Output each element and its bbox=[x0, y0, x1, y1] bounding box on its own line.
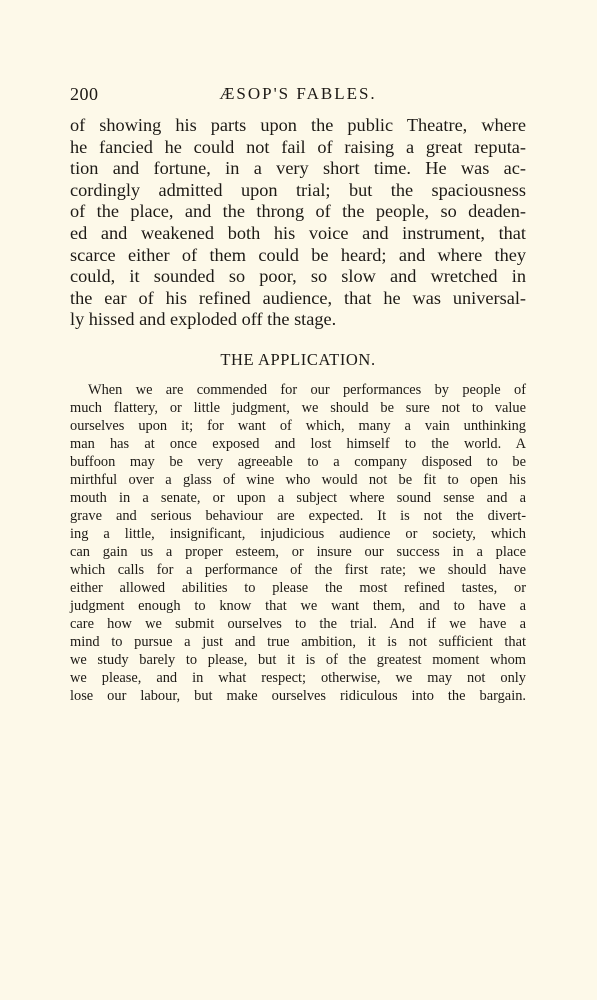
text-line: care how we submit ourselves to the trial. And if we have a bbox=[70, 616, 526, 632]
page-number: 200 bbox=[70, 84, 99, 104]
text-line: could, it sounded so poor, so slow and wretched in bbox=[70, 266, 526, 287]
text-line: of showing his parts upon the public Theatre, where bbox=[70, 115, 526, 135]
text-line: which calls for a performance of the first rate; we should have bbox=[70, 562, 526, 578]
text-line: ourselves upon it; for want of which, many a vain unthinking bbox=[70, 418, 526, 434]
text-line: the ear of his refined audience, that he was universal- bbox=[70, 287, 526, 308]
text-line: either allowed abilities to please the most refined tastes, or bbox=[70, 580, 526, 596]
text-line: much flattery, or little judgment, we should be sure not to value bbox=[70, 400, 526, 416]
fable-text bbox=[70, 115, 526, 331]
text-line: buffoon may be very agreeable to a company disposed to be bbox=[70, 454, 526, 470]
text-line: ing a little, insignificant, injudicious audience or society, which bbox=[70, 526, 526, 542]
section-heading: THE APPLICATION. bbox=[220, 350, 376, 369]
text-line: scarce either of them could be heard; and where they bbox=[70, 244, 526, 265]
text-line: lose our labour, but make ourselves ridiculous into the bargain. bbox=[70, 688, 526, 704]
text-line: ed and weakened both his voice and instrument, that bbox=[70, 222, 526, 243]
text-line: of the place, and the throng of the people, so deaden- bbox=[70, 201, 526, 222]
text-line: mind to pursue a just and true ambition, it is not sufficient that bbox=[70, 634, 526, 650]
running-head bbox=[70, 84, 526, 106]
running-title: ÆSOP'S FABLES. bbox=[219, 84, 377, 103]
text-line: tion and fortune, in a very short time. He was ac- bbox=[70, 158, 526, 179]
text-line: he fancied he could not fail of raising a great reputa- bbox=[70, 136, 526, 157]
text-line: we study barely to please, but it is of the greatest moment whom bbox=[70, 652, 526, 668]
text-line: man has at once exposed and lost himself to the world. A bbox=[70, 436, 526, 452]
text-line: mouth in a senate, or upon a subject where sound sense and a bbox=[70, 490, 526, 506]
text-line: When we are commended for our performances by people of bbox=[88, 382, 526, 398]
text-line: judgment enough to know that we want them, and to have a bbox=[70, 598, 526, 614]
text-line: can gain us a proper esteem, or insure our success in a place bbox=[70, 544, 526, 560]
text-line: mirthful over a glass of wine who would not be fit to open his bbox=[70, 472, 526, 488]
text-line: cordingly admitted upon trial; but the spaciousness bbox=[70, 179, 526, 200]
text-line: ly hissed and exploded off the stage. bbox=[70, 309, 337, 330]
application-text bbox=[70, 381, 526, 705]
text-line: we please, and in what respect; otherwise, we may not only bbox=[70, 670, 526, 686]
text-line: grave and serious behaviour are expected. It is not the divert- bbox=[70, 508, 526, 524]
